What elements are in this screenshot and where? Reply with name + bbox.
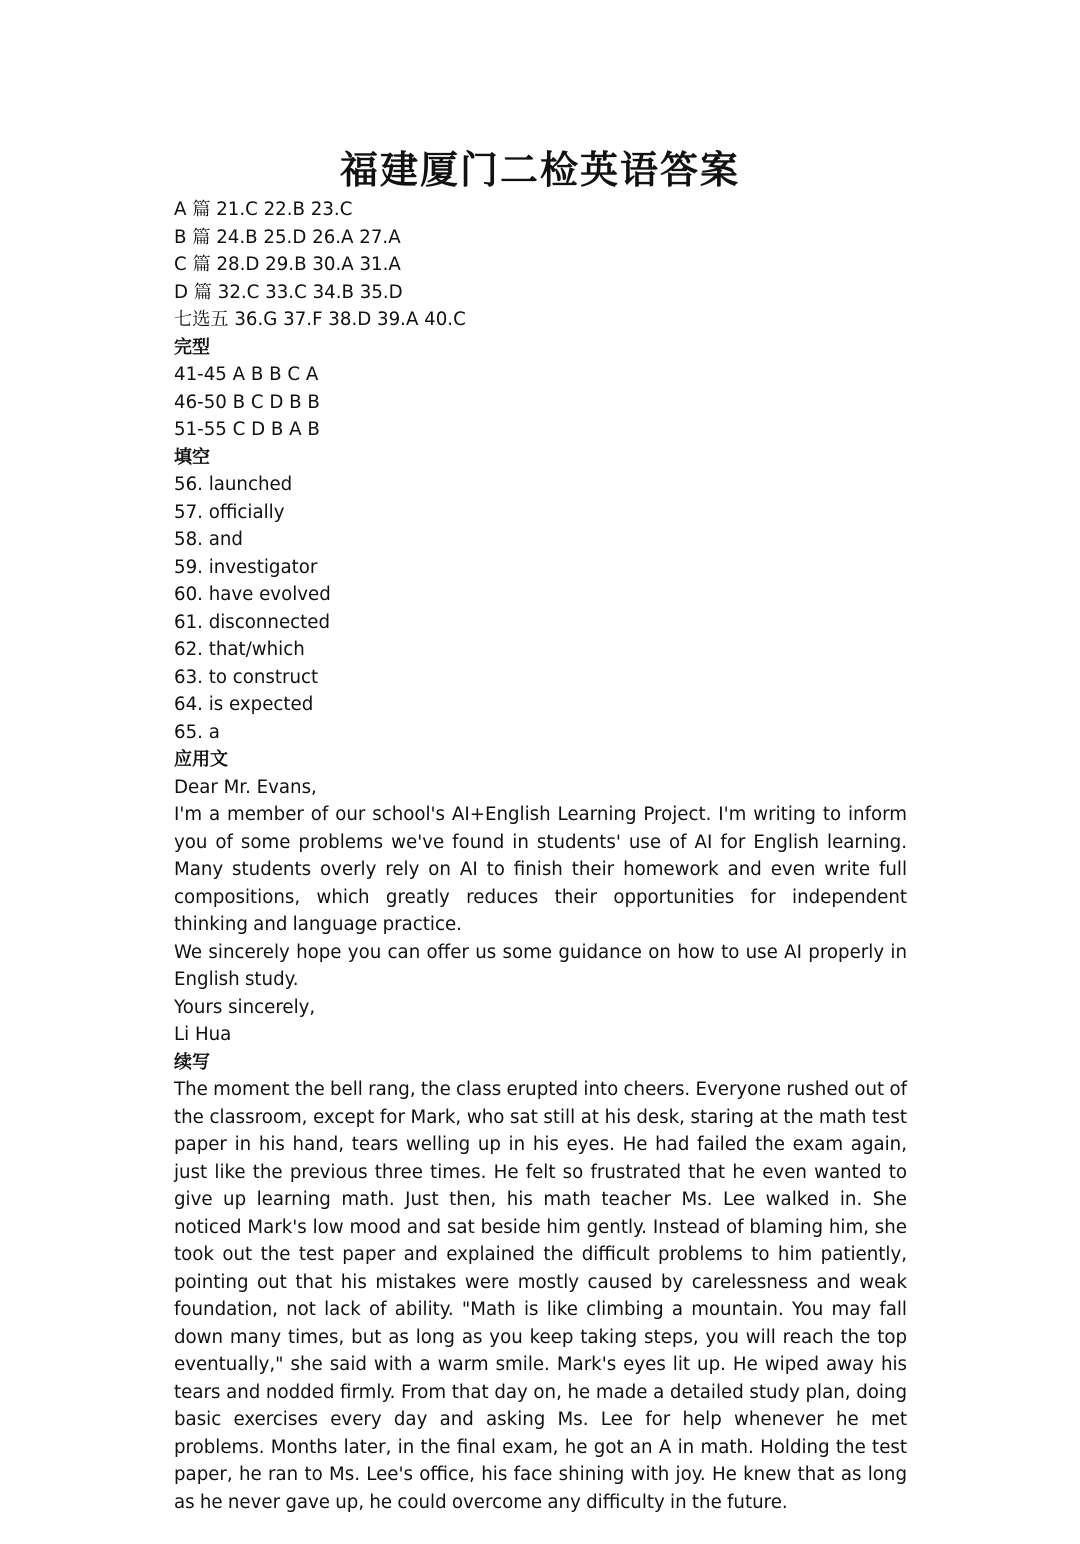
fill-answer-63: 63. to construct [174,666,319,688]
letter-signature: Li Hua [174,1024,232,1045]
letter-closing: Yours sincerely, [174,996,316,1018]
fill-answer-57: 57. officially [174,501,285,523]
fill-answer-60: 60. have evolved [174,584,331,605]
answer-content [174,196,907,1516]
reading-answers-b: B 篇 24.B 25.D 26.A 27.A [174,226,401,248]
reading-answers-a: A 篇 21.C 22.B 23.C [174,199,353,220]
fill-answer-58: 58. and [174,529,243,550]
continuation-writing-heading: 续写 [174,1051,210,1073]
letter-body-paragraph: I'm a member of our school's AI+English Learning Project. I'm writing to inform you of some problems we've found in students' use of AI for English learning. Many students overly rely on AI to finish their homework and even write full compositions, which greatly reduces their opportunities for independent thinking and language practice. [174,804,907,935]
fill-answer-56: 56. launched [174,474,293,495]
page-title: 福建厦门二检英语答案 [339,147,740,192]
fill-answer-61: 61. disconnected [174,611,331,633]
cloze-answers-46-50: 46-50 B C D B B [174,391,320,413]
fill-blank-heading: 填空 [174,446,210,468]
fill-answer-62: 62. that/which [174,639,305,660]
practical-writing-heading: 应用文 [174,749,228,770]
cloze-heading: 完型 [174,336,210,358]
seven-choose-five-answers: 七选五 36.G 37.F 38.D 39.A 40.C [174,309,466,330]
continuation-story-text: The moment the bell rang, the class erupted into cheers. Everyone rushed out of the classroom, except for Mark, who sat still at his desk, staring at the math test paper in his hand, tears welling up in his eyes. He had failed the exam again, just like the previous three times. He felt so frustrated that he even wanted to give up learning math. Just then, his math teacher Ms. Lee walked in. She noticed Mark's low mood and sat beside him gently. Instead of blaming him, she took out the test paper and explained the difficult problems to him patiently, pointing out that his mistakes were mostly caused by carelessness and weak foundation, not lack of ability. "Math is like climbing a mountain. You may fall down many times, but as long as you keep taking steps, you will reach the top eventually," she said with a warm smile. Mark's eyes lit up. He wiped away his tears and nodded firmly. From that day on, he made a detailed study plan, doing basic exercises every day and asking Ms. Lee for help whenever he met problems. Months later, in the final exam, he got an A in math. Holding the test paper, he ran to Ms. Lee's office, his face shining with joy. He knew that as long as he never gave up, he could overcome any difficulty in the future. [174,1079,907,1513]
fill-answer-64: 64. is expected [174,694,314,715]
fill-answer-59: 59. investigator [174,556,318,578]
fill-answer-65: 65. a [174,721,220,743]
reading-answers-d: D 篇 32.C 33.C 34.B 35.D [174,281,403,303]
cloze-answers-41-45: 41-45 A B B C A [174,364,319,385]
reading-answers-c: C 篇 28.D 29.B 30.A 31.A [174,254,401,275]
letter-salutation: Dear Mr. Evans, [174,776,317,798]
cloze-answers-51-55: 51-55 C D B A B [174,419,320,440]
letter-request-paragraph: We sincerely hope you can offer us some guidance on how to use AI properly in English study. [174,941,907,990]
